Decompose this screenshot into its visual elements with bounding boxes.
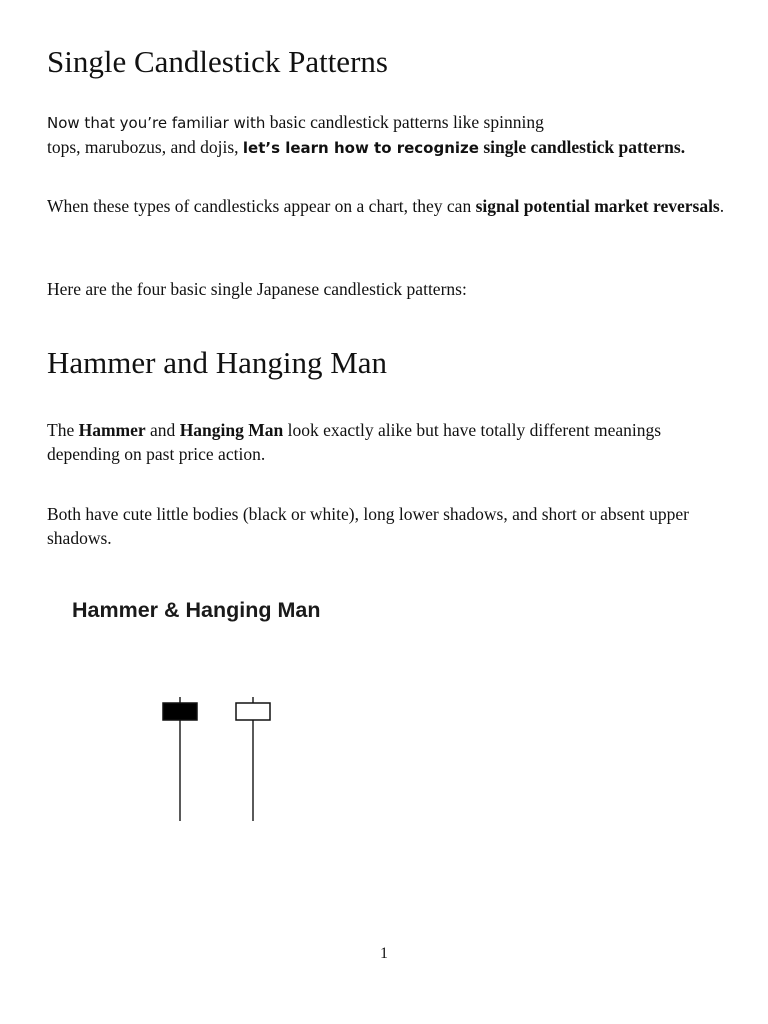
page-title: Single Candlestick Patterns xyxy=(47,44,388,79)
intro-text-4: let’s learn how to recognize xyxy=(242,139,479,157)
hammer-text-1: The xyxy=(47,420,79,440)
reversal-text-2: signal potential market reversals xyxy=(475,196,720,216)
hammer-text-2: Hammer xyxy=(78,420,146,440)
intro-text-1: Now that you’re familiar with xyxy=(47,114,266,132)
hammer-text-5: look exactly alike but have totally different meanings depending on past price action. xyxy=(47,420,662,464)
hanging-man-candle xyxy=(163,697,197,821)
hammer-candle xyxy=(236,697,270,821)
hammer-text-4: Hanging Man xyxy=(179,420,284,440)
intro-paragraph xyxy=(47,110,727,160)
hammer-text-3: and xyxy=(145,420,180,440)
intro-text-3: tops, marubozus, and dojis, xyxy=(47,137,243,157)
intro-text-2: basic candlestick patterns like spinning xyxy=(265,112,544,132)
reversal-text-3: . xyxy=(719,196,725,216)
reversal-paragraph xyxy=(47,194,727,218)
reversal-text-1: When these types of candlesticks appear on a chart, they can xyxy=(47,196,476,216)
candles-illustration xyxy=(60,590,400,840)
intro-text-5: single candlestick patterns. xyxy=(478,137,686,157)
hammer-description-paragraph xyxy=(47,418,727,466)
section-heading: Hammer and Hanging Man xyxy=(47,345,388,380)
figure-title: Hammer & Hanging Man xyxy=(72,598,321,622)
shadows-paragraph: Both have cute little bodies (black or white), long lower shadows, and short or absent upper shadows. xyxy=(47,504,689,548)
page-number: 1 xyxy=(380,945,388,962)
four-patterns-paragraph: Here are the four basic single Japanese candlestick patterns: xyxy=(47,279,467,299)
hammer-figure xyxy=(60,590,400,840)
